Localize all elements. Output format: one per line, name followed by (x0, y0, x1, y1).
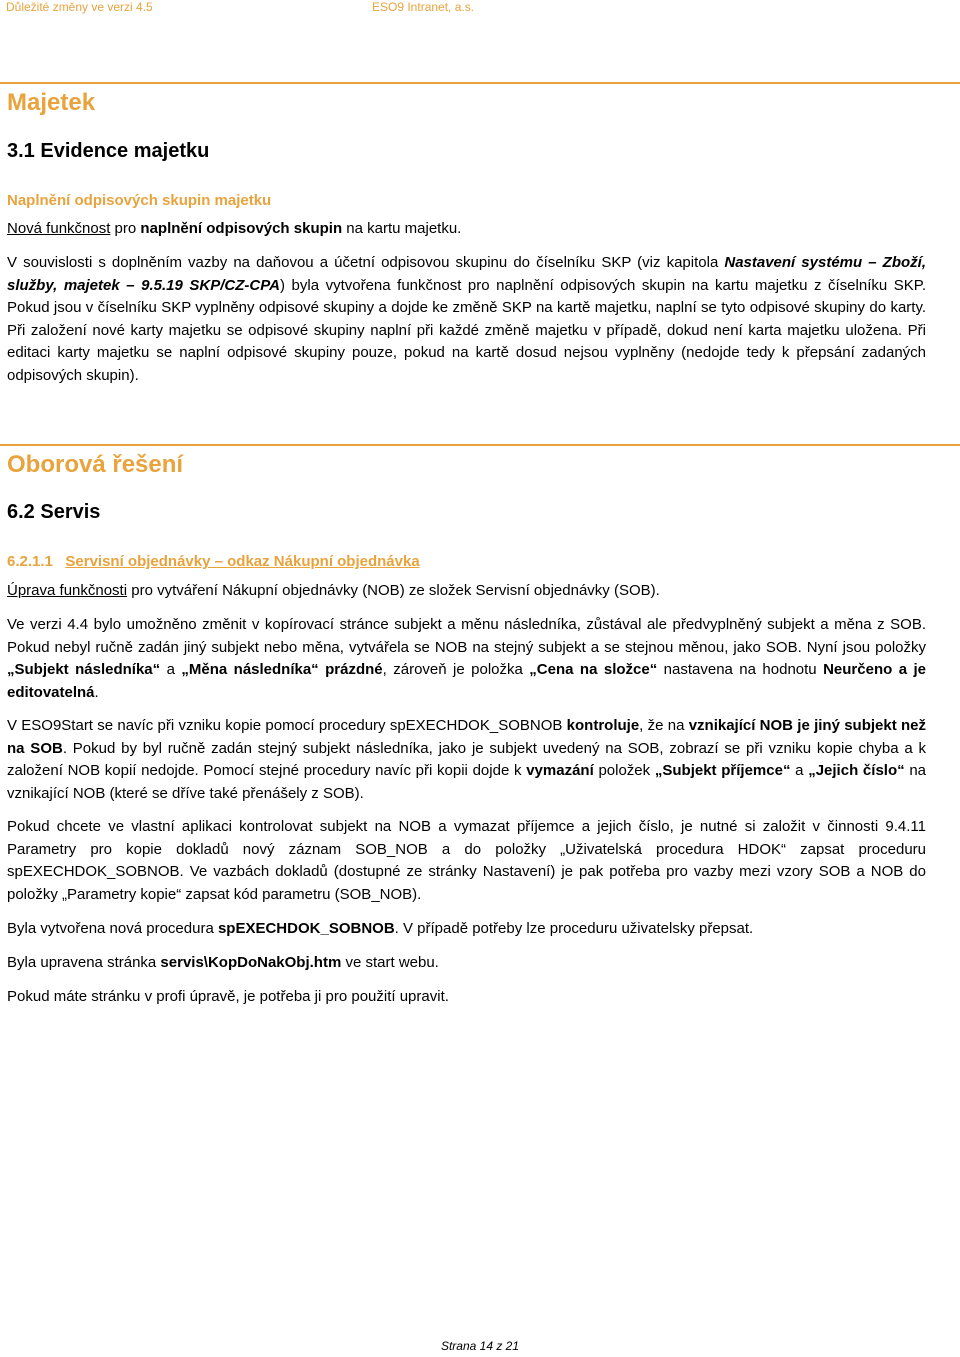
lead-underlined: Úprava funkčnosti (7, 582, 128, 599)
paragraph-servis-5: Byla upravena stránka servis\KopDoNakObj.htm ve start webu. (7, 954, 439, 971)
paragraph-servis-2: V ESO9Start se navíc při vzniku kopie pomocí procedury spEXECHDOK_SOBNOB kontroluje, že na vznikající NOB je jiný subjekt než na SOB. Pokud by byl ručně zadán stejný subjekt následníka, jako je subjekt uvedený na SOB, zobrazí se při vzniku kopie chyba a k založení NOB kopií nedojde. Pomocí stejné procedury navíc při kopii dojde k vymazání položek „Subjekt příjemce“ a „Jejich číslo“ na vznikající NOB (které se dříve také přenášely z SOB). (7, 717, 927, 802)
header-company: ESO9 Intranet, a.s. (372, 0, 475, 14)
paragraph-majetek: V souvislosti s doplněním vazby na daňovou a účetní odpisovou skupinu do číselníku SKP (viz kapitola Nastavení systému – Zboží, služby, majetek – 9.5.19 SKP/CZ-CPA) byla vytvořena funkčnost pro naplnění odpisových skupin na kartu majetku z číselníku SKP. Pokud jsou v číselníku SKP vyplněny odpisové skupiny a dojde ke změně SKP na kartě majetku, naplní se tyto odpisové skupiny do karty. Při založení nové karty majetku se odpisové skupiny naplní při každé změně majetku v případě, dokud není karta majetku uložena. Při editaci karty majetku se naplní odpisové skupiny pouze, pokud na kartě dosud nejsou vyplněny (nedojde tedy k přepsání zadaných odpisových skupin). (7, 254, 926, 384)
lead-line-majetek: Nová funkčnost pro naplnění odpisových skupin na kartu majetku. (7, 220, 462, 237)
paragraph-servis-1: Ve verzi 4.4 bylo umožněno změnit v kopírovací stránce subjekt a měnu následníka, zůstával ale předvyplněný subjekt a měna z SOB. Pokud nebyl ručně zadán jiný subjekt nebo měna, vytvářela se NOB na stejný subjekt a se stejnou měnou, jako SOB. Nyní jsou položky „Subjekt následníka“ a „Měna následníka“ prázdné, zároveň je položka „Cena na složce“ nastavena na hodnotu Neurčeno a je editovatelná. (7, 616, 927, 701)
procedure-name: spEXECHDOK_SOBNOB (217, 920, 395, 937)
chapter-heading-servis: 6.2 Servis (7, 501, 101, 523)
chapter-reference: Nastavení systému – Zboží, služby, majetek – 9.5.19 SKP/CZ-CPA (7, 254, 926, 294)
section-divider (0, 444, 960, 446)
lead-underlined: Nová funkčnost (7, 220, 111, 237)
section-title-oborova: Oborová řešení (7, 451, 184, 478)
section-title-majetek: Majetek (7, 89, 96, 116)
paragraph-servis-4: Byla vytvořena nová procedura spEXECHDOK_SOBNOB. V případě potřeby lze proceduru uživatelsky přepsat. (7, 920, 754, 937)
page-file-name: servis\KopDoNakObj.htm (160, 954, 342, 971)
lead-line-servis: Úprava funkčnosti pro vytváření Nákupní objednávky (NOB) ze složek Servisní objednávky (SOB). (7, 582, 660, 599)
page-header (0, 0, 960, 14)
page-number: Strana 14 z 21 (440, 1339, 520, 1353)
topic-number: 6.2.1.1 (7, 553, 53, 570)
header-document-title: Důležité změny ve verzi 4.5 (6, 0, 153, 14)
paragraph-servis-3: Pokud chcete ve vlastní aplikaci kontrolovat subjekt na NOB a vymazat příjemce a jejich číslo, je nutné si založit v činnosti 9.4.11 Parametry pro kopie dokladů nový záznam SOB_NOB a do položky „Uživatelská procedura HDOK“ zapsat proceduru spEXECHDOK_SOBNOB. Ve vazbách dokladů (dostupné ze stránky Nastavení) je pak potřeba pro vazby mezi vzory SOB a NOB do položky „Parametry kopie“ zapsat kód parametru (SOB_NOB). (7, 818, 926, 903)
chapter-heading-evidence: 3.1 Evidence majetku (7, 140, 210, 162)
topic-text: Servisní objednávky – odkaz Nákupní objednávka (65, 553, 420, 570)
topic-heading-odpisove-skupiny: Naplnění odpisových skupin majetku (7, 192, 272, 209)
section-divider (0, 82, 960, 84)
paragraph-servis-6: Pokud máte stránku v profi úpravě, je potřeba ji pro použití upravit. (7, 988, 449, 1005)
topic-heading-servisni-objednavky (7, 553, 926, 570)
